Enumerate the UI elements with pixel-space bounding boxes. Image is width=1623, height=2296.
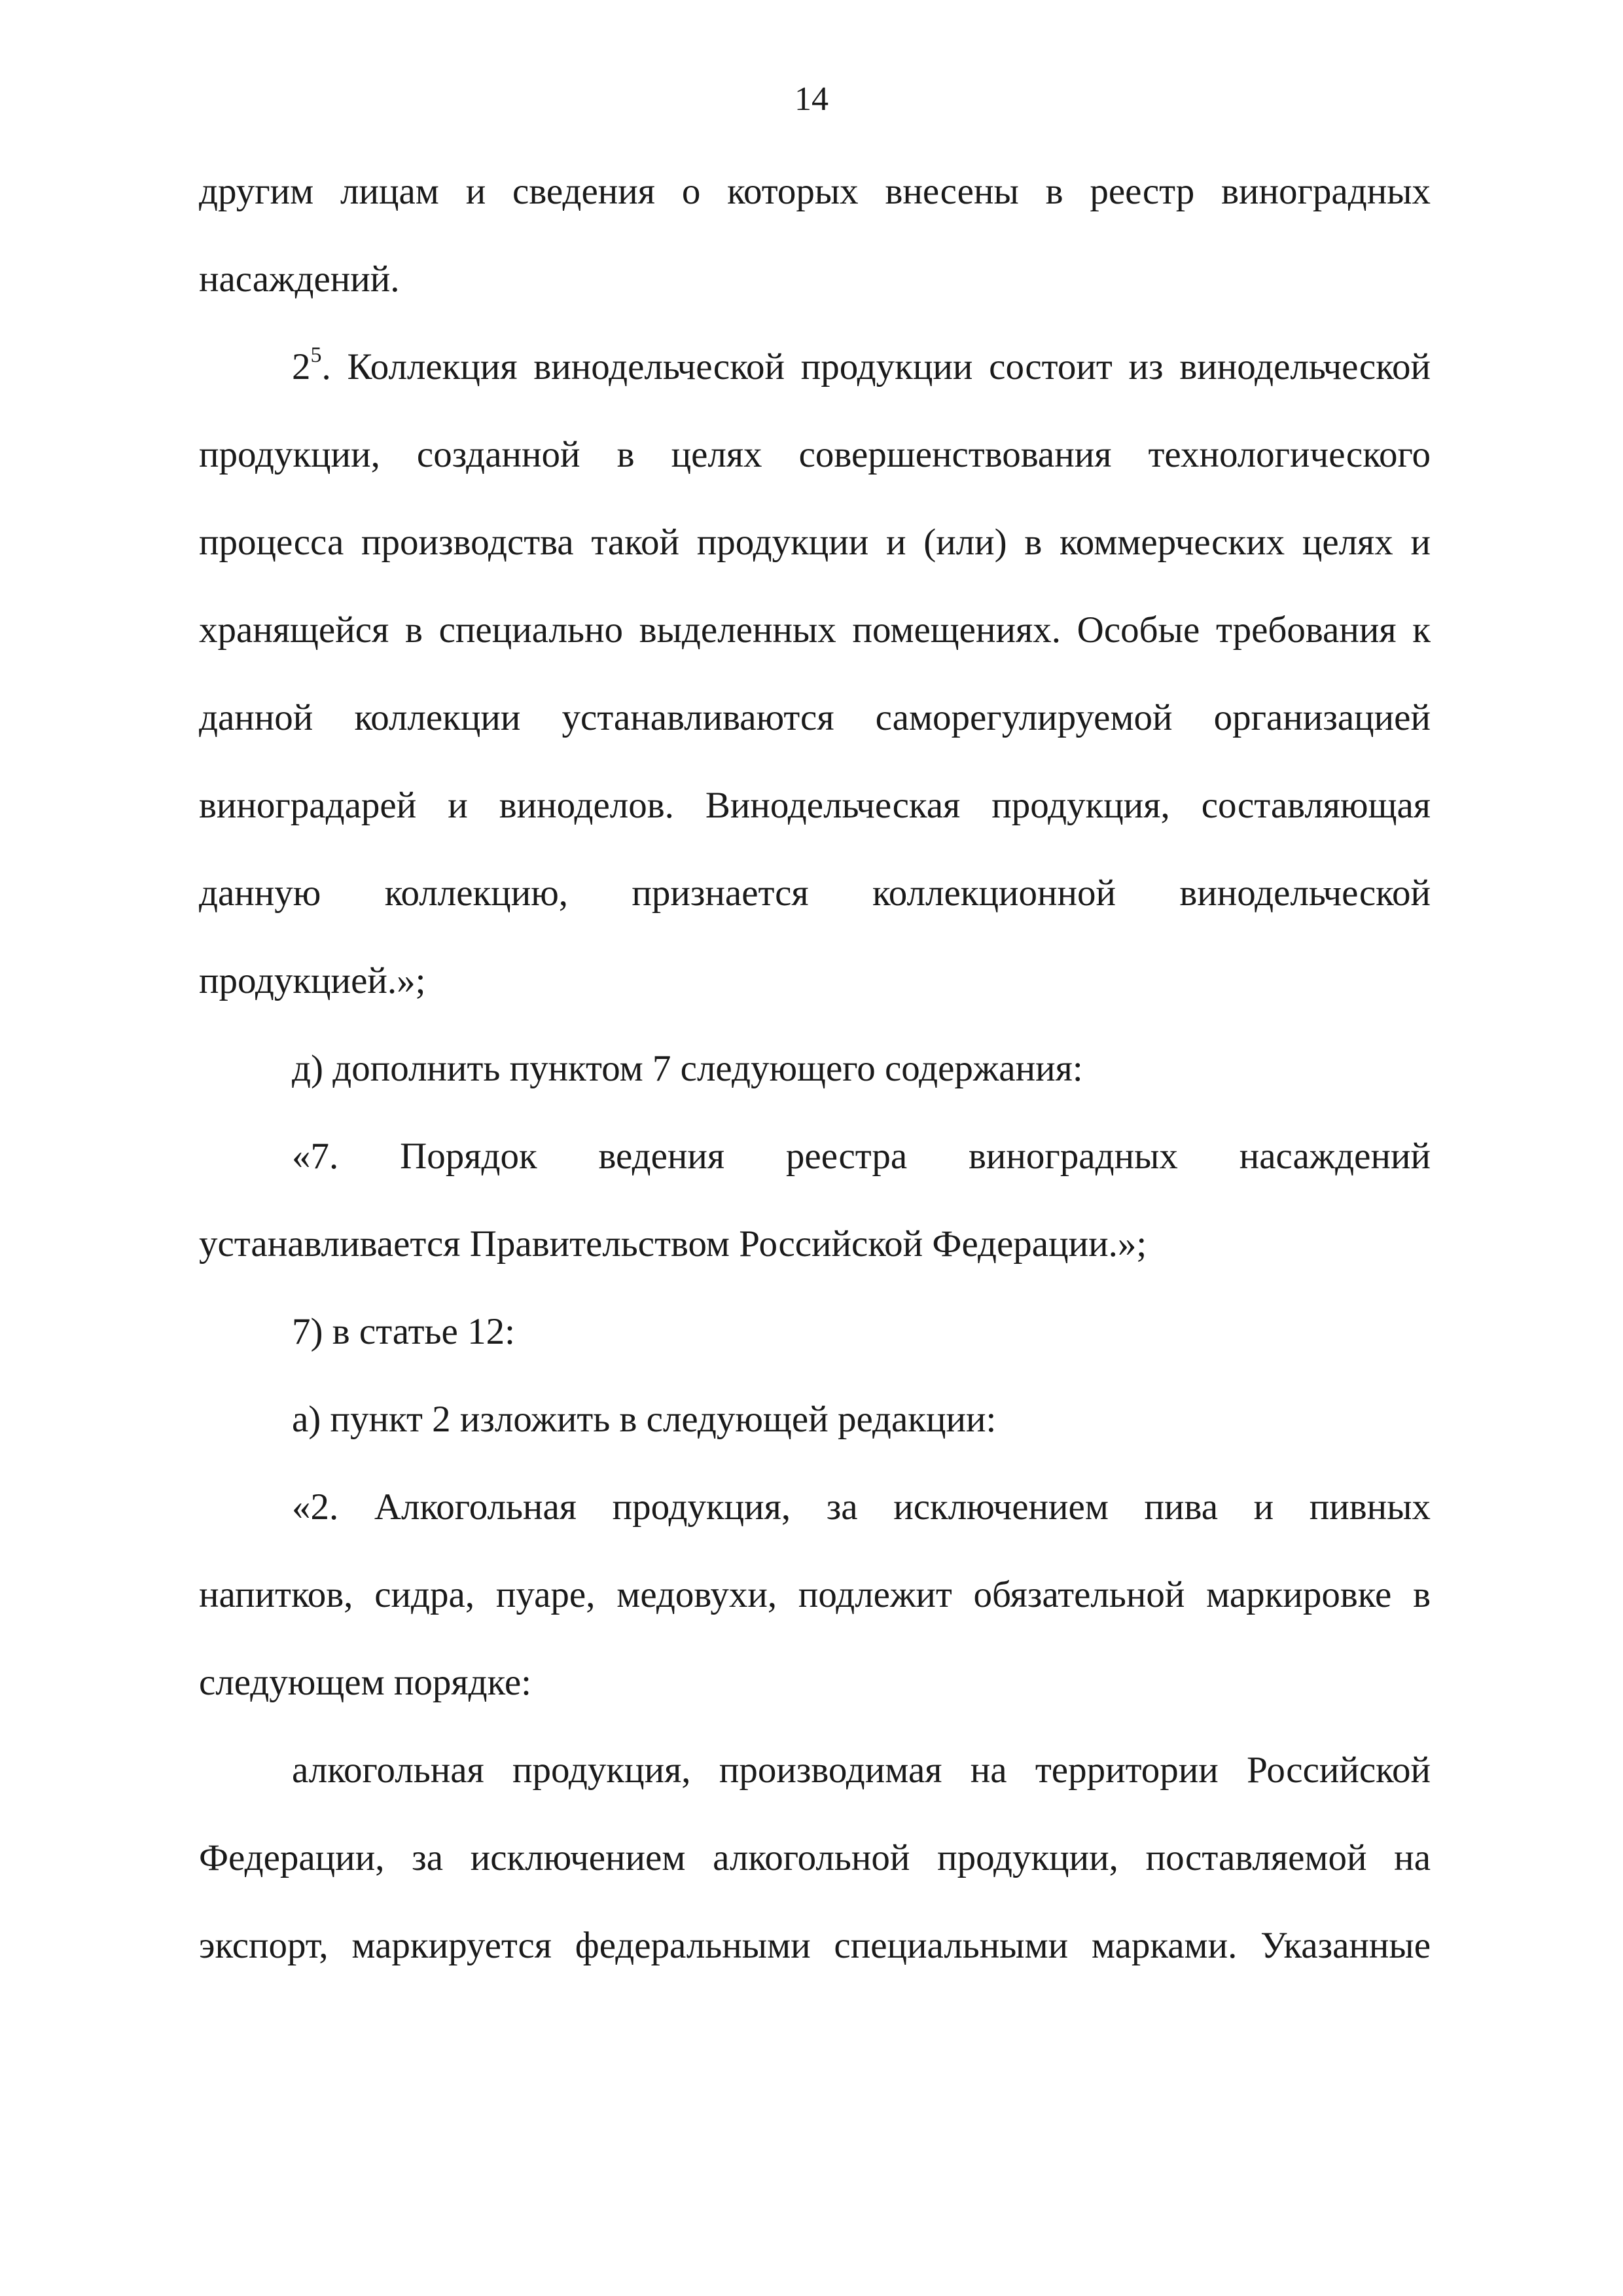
text-line: процесса производства такой продукции и (или) в коммерческих целях и [199, 522, 1431, 563]
item-number: $2^5$ [292, 343, 322, 387]
text-line: данной коллекции устанавливаются саморегулируемой организацией [199, 697, 1431, 738]
text-line: Федерации, за исключением алкогольной продукции, поставляемой на [199, 1837, 1431, 1878]
text-line: данную коллекцию, признается коллекционной винодельческой [199, 872, 1431, 914]
text-line: насаждений. [199, 259, 400, 300]
text-line: «7. Порядок ведения реестра виноградных насаждений [292, 1136, 1431, 1177]
text-line: продукции, созданной в целях совершенствования технологического [199, 434, 1431, 475]
text-line: алкогольная продукция, производимая на территории Российской [292, 1749, 1431, 1791]
text-line: . Коллекция винодельческой продукции состоит из винодельческой [321, 346, 1431, 387]
text-line: 7) в статье 12: [292, 1311, 515, 1352]
text-line: продукцией.»; [199, 960, 426, 1001]
paragraph-item-2-5-first-line [292, 344, 1431, 390]
text-line: следующем порядке: [199, 1662, 532, 1703]
text-line: а) пункт 2 изложить в следующей редакции: [292, 1399, 997, 1440]
text-line: «2. Алкогольная продукция, за исключением пива и пивных [292, 1486, 1431, 1528]
text-line: напитков, сидра, пуаре, медовухи, подлежит обязательной маркировке в [199, 1574, 1431, 1615]
text-line: экспорт, маркируется федеральными специальными марками. Указанные [199, 1925, 1431, 1966]
text-line: д) дополнить пунктом 7 следующего содержания: [292, 1048, 1083, 1089]
text-line: другим лицам и сведения о которых внесены в реестр виноградных [199, 171, 1431, 212]
page-number: 14 [794, 81, 829, 118]
text-line: хранящейся в специально выделенных помещениях. Особые требования к [199, 609, 1431, 651]
text-line: виноградарей и виноделов. Винодельческая продукция, составляющая [199, 785, 1431, 826]
text-line: устанавливается Правительством Российской Федерации.»; [199, 1223, 1147, 1265]
